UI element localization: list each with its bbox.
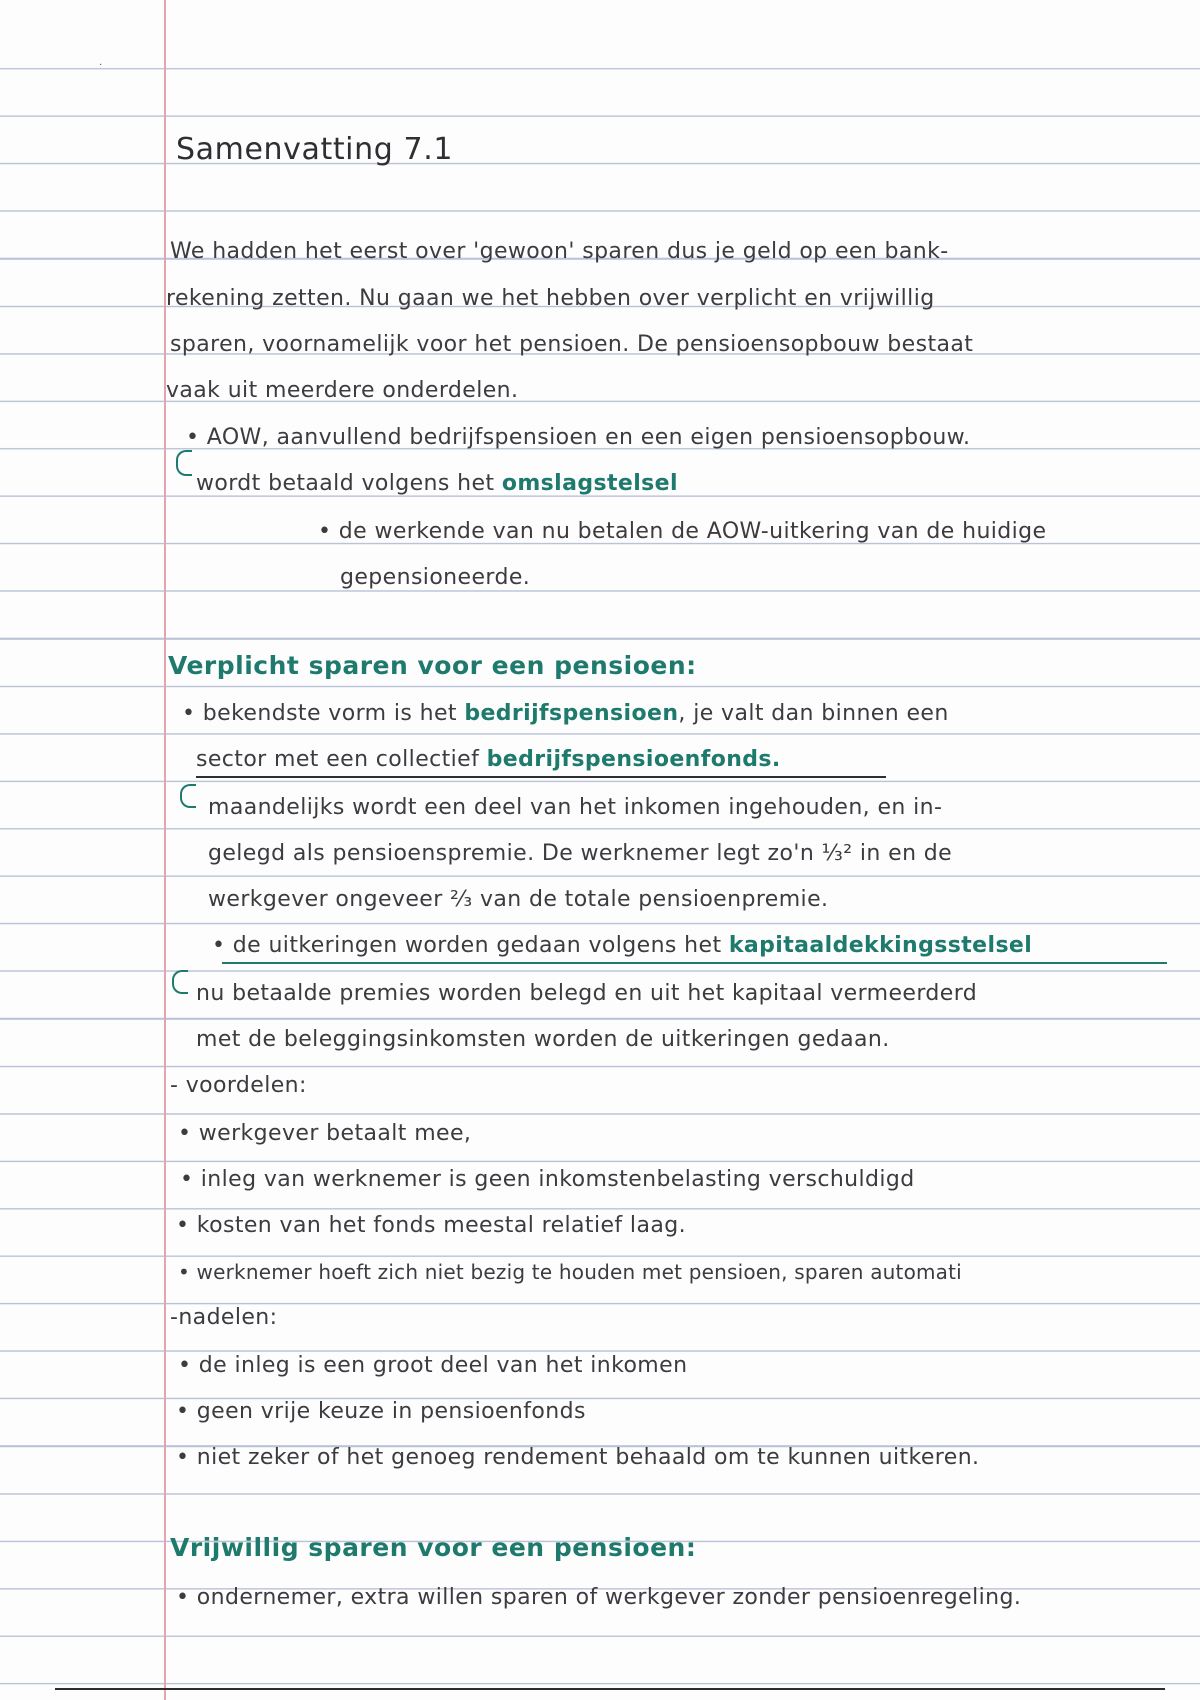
nadeel-item: • de inleg is een groot deel van het inkomen bbox=[178, 1353, 688, 1378]
page-title: Samenvatting 7.1 bbox=[176, 132, 454, 167]
paper-dot: · bbox=[99, 60, 103, 71]
bedrijfspensioenfonds-term: bedrijfspensioenfonds. bbox=[486, 747, 781, 772]
bedrijfspensioen-term: bedrijfspensioen bbox=[464, 701, 679, 726]
verplicht-line-6-prefix: • de uitkeringen worden gedaan volgens het bbox=[212, 933, 729, 958]
voordeel-item: • werkgever betaalt mee, bbox=[178, 1121, 472, 1146]
voordeel-item: • inleg van werknemer is geen inkomstenbelasting verschuldigd bbox=[180, 1167, 915, 1192]
vrijwillig-item: • ondernemer, extra willen sparen of werkgever zonder pensioenregeling. bbox=[176, 1585, 1022, 1610]
intro-line-4: vaak uit meerdere onderdelen. bbox=[166, 378, 519, 403]
arrow-bracket bbox=[180, 784, 196, 808]
margin-line bbox=[164, 0, 166, 1700]
voordelen-label: - voordelen: bbox=[170, 1073, 307, 1098]
arrow-bracket bbox=[176, 450, 192, 476]
verplicht-line-1-prefix: • bekendste vorm is het bbox=[182, 701, 465, 726]
verplicht-line-2-prefix: sector met een collectief bbox=[196, 747, 487, 772]
heading-vrijwillig: Vrijwillig sparen voor een pensioen: bbox=[170, 1533, 697, 1562]
aow-omslag-line bbox=[196, 470, 678, 498]
voordeel-item: • werknemer hoeft zich niet bezig te houden met pensioen, sparen automati bbox=[178, 1260, 962, 1284]
aow-omslag-text: wordt betaald volgens het bbox=[196, 471, 502, 496]
underline-sector bbox=[196, 776, 886, 778]
arrow-bracket bbox=[172, 970, 188, 994]
verplicht-line-5: werkgever ongeveer ²⁄₃ van de totale pensioenpremie. bbox=[208, 887, 829, 912]
omslagstelsel-term: omslagstelsel bbox=[501, 471, 678, 496]
verplicht-line-6 bbox=[212, 932, 1032, 960]
intro-line-2: rekening zetten. Nu gaan we het hebben over verplicht en vrijwillig bbox=[166, 286, 935, 311]
nadeel-item: • niet zeker of het genoeg rendement behaald om te kunnen uitkeren. bbox=[176, 1445, 980, 1470]
nadeel-item: • geen vrije keuze in pensioenfonds bbox=[176, 1399, 586, 1424]
verplicht-line-4: gelegd als pensioenspremie. De werknemer legt zo'n ⅓² in en de bbox=[208, 841, 953, 866]
verplicht-line-1-suffix: , je valt dan binnen een bbox=[678, 701, 949, 726]
intro-line-3: sparen, voornamelijk voor het pensioen. De pensioensopbouw bestaat bbox=[170, 332, 974, 357]
heading-verplicht: Verplicht sparen voor een pensioen: bbox=[168, 651, 697, 680]
kapitaaldekkingsstelsel-term: kapitaaldekkingsstelsel bbox=[728, 933, 1033, 958]
verplicht-line-3: maandelijks wordt een deel van het inkomen ingehouden, en in- bbox=[208, 795, 943, 820]
aow-sub-line-2: gepensioneerde. bbox=[340, 565, 531, 590]
verplicht-line-8: met de beleggingsinkomsten worden de uitkeringen gedaan. bbox=[196, 1027, 890, 1052]
underline-uitkeringen bbox=[222, 962, 1167, 964]
verplicht-line-1 bbox=[182, 700, 949, 728]
bottom-rule bbox=[55, 1688, 1165, 1690]
intro-line-1: We hadden het eerst over 'gewoon' sparen dus je geld op een bank- bbox=[170, 239, 949, 264]
aow-line: • AOW, aanvullend bedrijfspensioen en een eigen pensioensopbouw. bbox=[186, 425, 971, 450]
nadelen-label: -nadelen: bbox=[170, 1305, 278, 1330]
voordeel-item: • kosten van het fonds meestal relatief laag. bbox=[176, 1213, 686, 1238]
verplicht-line-2 bbox=[196, 746, 781, 774]
verplicht-line-7: nu betaalde premies worden belegd en uit het kapitaal vermeerderd bbox=[196, 981, 978, 1006]
aow-sub-line-1: • de werkende van nu betalen de AOW-uitkering van de huidige bbox=[318, 519, 1047, 544]
